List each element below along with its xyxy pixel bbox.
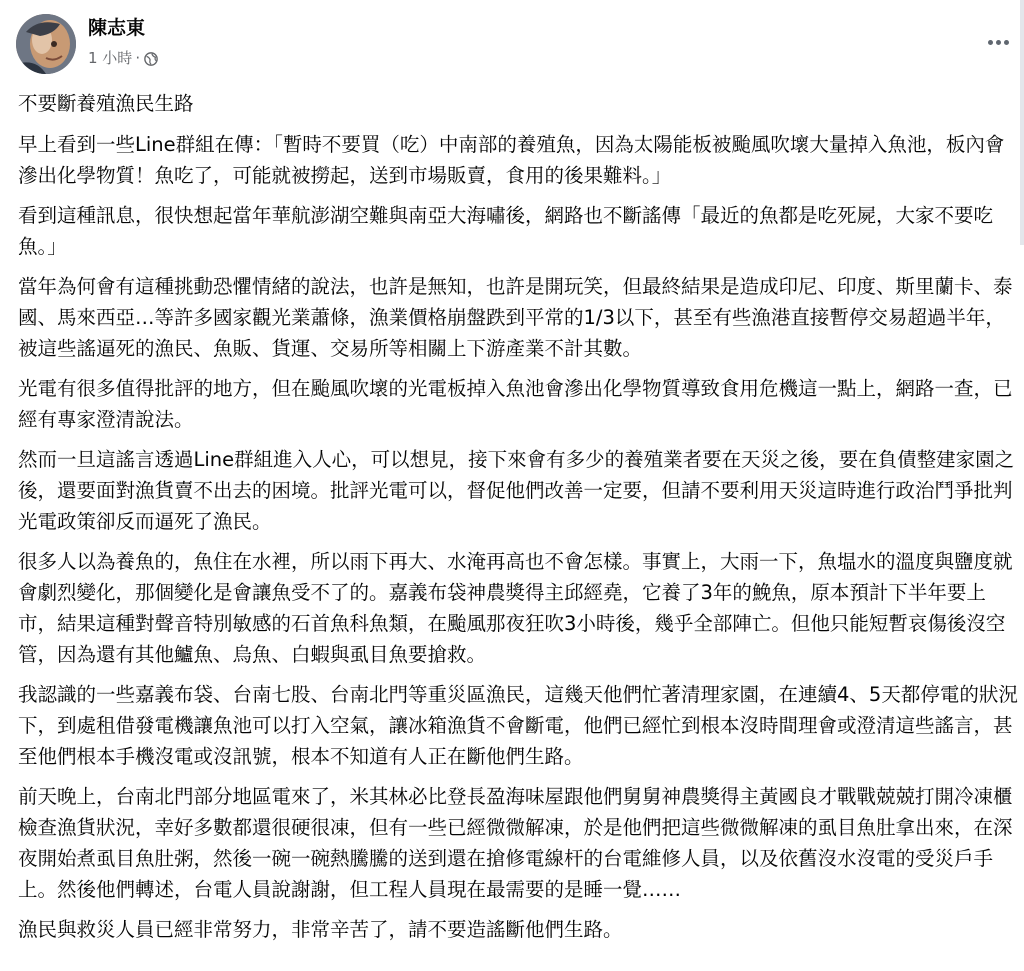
post-paragraph: 然而一旦這謠言透過Line群組進入人心，可以想見，接下來會有多少的養殖業者要在天災之後，要在負債整建家園之後，還要面對漁貨賣不出去的困境。批評光電可以，督促他們改善一定要，但請不要利用天災這時進行政治鬥爭批判光電政策卻反而逼死了漁民。: [18, 448, 1015, 533]
post-timestamp[interactable]: 1 小時: [88, 49, 133, 67]
post-meta: [88, 48, 158, 68]
post-paragraph: 看到這種訊息，很快想起當年華航澎湖空難與南亞大海嘯後，網路也不斷謠傳「最近的魚都是吃死屍，大家不要吃魚。」: [18, 204, 994, 258]
avatar[interactable]: [16, 14, 76, 74]
post-header: [16, 12, 1016, 76]
author-name[interactable]: 陳志東: [88, 17, 146, 39]
more-dot: [1004, 40, 1009, 45]
post-paragraph: 漁民與救災人員已經非常努力，非常辛苦了，請不要造謠斷他們生路。: [18, 918, 623, 941]
post-body: [18, 88, 1018, 954]
post-paragraph: 我認識的一些嘉義布袋、台南七股、台南北門等重災區漁民，這幾天他們忙著清理家園，在連續4、5天都停電的狀況下，到處租借發電機讓魚池可以打入空氣，讓冰箱漁貨不會斷電，他們已經忙到根本沒時間理會或澄清這些謠言，甚至他們根本手機沒電或沒訊號，根本不知道有人正在斷他們生路。: [18, 683, 1018, 768]
post-paragraph: 很多人以為養魚的，魚住在水裡，所以雨下再大、水淹再高也不會怎樣。事實上，大雨一下，魚塭水的溫度與鹽度就會劇烈變化，那個變化是會讓魚受不了的。嘉義布袋神農獎得主邱經堯，它養了3年的鮸魚，原本預計下半年要上市，結果這種對聲音特別敏感的石首魚科魚類，在颱風那夜狂吹3小時後，幾乎全部陣亡。但他只能短暫哀傷後沒空管，因為還有其他鱸魚、烏魚、白蝦與虱目魚要搶救。: [18, 550, 1013, 666]
scrollbar[interactable]: [1020, 0, 1024, 245]
more-dot: [996, 40, 1001, 45]
post-paragraph: 不要斷養殖漁民生路: [18, 92, 194, 115]
post-paragraph: 前天晚上，台南北門部分地區電來了，米其林必比登長盈海味屋跟他們舅舅神農獎得主黃國良才戰戰兢兢打開冷凍櫃檢查漁貨狀況，幸好多數都還很硬很凍，但有一些已經微微解凍，於是他們把這些微微解凍的虱目魚肚拿出來，在深夜開始煮虱目魚肚粥，然後一碗一碗熱騰騰的送到還在搶修電線杆的台電維修人員，以及依舊沒水沒電的受災戶手上。然後他們轉述，台電人員說謝謝，但工程人員現在最需要的是睡一覺……: [18, 785, 1013, 901]
avatar-image: [16, 14, 76, 74]
more-dot: [988, 40, 993, 45]
globe-icon[interactable]: [144, 51, 158, 65]
post-paragraph: 當年為何會有這種挑動恐懼情緒的說法，也許是無知，也許是開玩笑，但最終結果是造成印尼、印度、斯里蘭卡、泰國、馬來西亞…等許多國家觀光業蕭條，漁業價格崩盤跌到平常的1/3以下，甚至有些漁港直接暫停交易超過半年，被這些謠逼死的漁民、魚販、貨運、交易所等相關上下游產業不計其數。: [18, 275, 1013, 360]
meta-separator: ·: [135, 49, 141, 67]
more-options-icon[interactable]: [980, 28, 1016, 56]
post-paragraph: 光電有很多值得批評的地方，但在颱風吹壞的光電板掉入魚池會滲出化學物質導致食用危機這一點上，網路一查，已經有專家澄清說法。: [18, 377, 1013, 431]
post-paragraph: 早上看到一些Line群組在傳：「暫時不要買（吃）中南部的養殖魚，因為太陽能板被颱風吹壞大量掉入魚池，板內會滲出化學物質！魚吃了，可能就被撈起，送到市場販賣，食用的後果難料。」: [18, 133, 1005, 187]
